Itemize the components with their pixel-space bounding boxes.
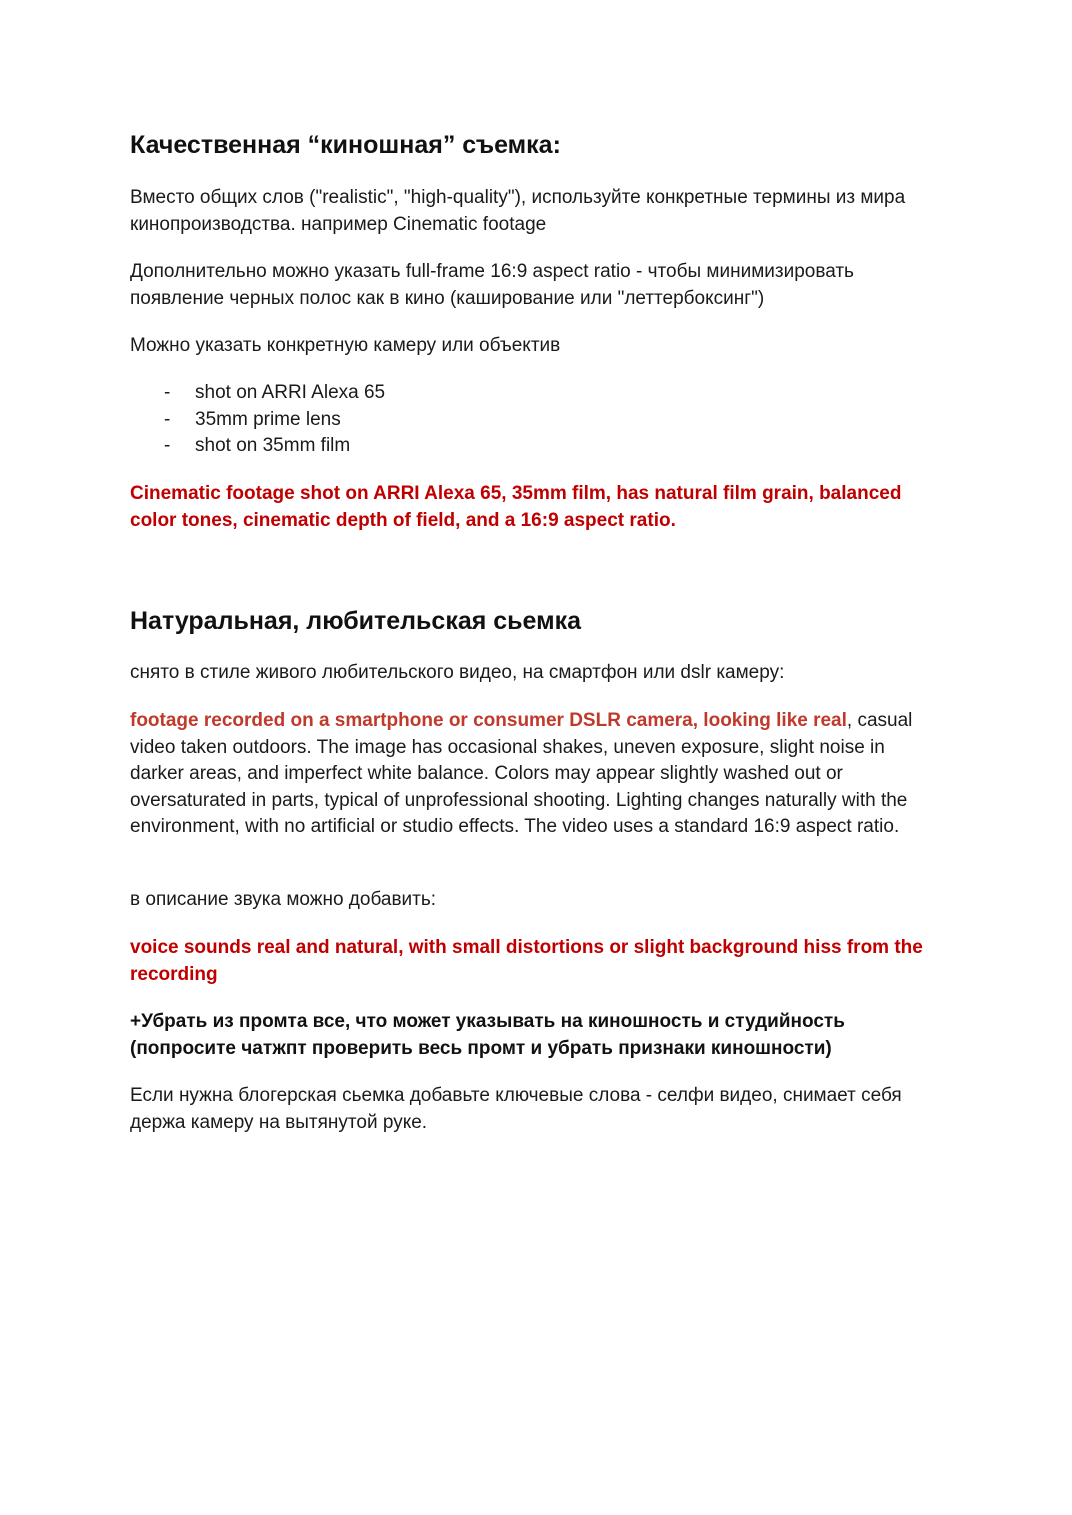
list-item-text: shot on ARRI Alexa 65 <box>195 382 386 403</box>
section2-paragraph-2: в описание звука можно добавить: <box>130 889 437 910</box>
section2-paragraph-1: снято в стиле живого любительского видео, на смартфон или dslr камеру: <box>130 662 785 683</box>
bold-note: +Убрать из промта все, что может указывать на киношность и студийность (попросите чатжпт проверить весь промт и убрать признаки киношности) <box>130 1011 845 1059</box>
list-item <box>130 380 942 407</box>
list-dash: - <box>164 435 171 456</box>
cinematic-prompt-example: Cinematic footage shot on ARRI Alexa 65, 35mm film, has natural film grain, balanced color tones, cinematic depth of field, and a 16:9 aspect ratio. <box>130 483 902 531</box>
section1-paragraph-1: Вместо общих слов ("realistic", "high-quality"), используйте конкретные термины из мира кинопроизводства. например Cinematic footage <box>130 187 906 235</box>
section1-heading: Качественная “киношная” съемка: <box>130 131 561 159</box>
amateur-prompt-rest: , casual video taken outdoors. The image has occasional shakes, uneven exposure, slight noise in darker areas, and imperfect white balance. Colors may appear slightly washed out or oversaturated in parts, typical of unprofessional shooting. Lighting changes naturally with the environment, with no artificial or studio effects. The video uses a standard 16:9 aspect ratio. <box>130 710 913 837</box>
section2-paragraph-3: Если нужна блогерская сьемка добавьте ключевые слова - селфи видео, снимает себя держа камеру на вытянутой руке. <box>130 1085 902 1133</box>
section1-paragraph-3: Можно указать конкретную камеру или объектив <box>130 335 561 356</box>
list-item-text: shot on 35mm film <box>195 435 351 456</box>
amateur-prompt-highlight: footage recorded on a smartphone or consumer DSLR camera, looking like real <box>130 710 847 731</box>
list-dash: - <box>164 408 171 430</box>
section1-paragraph-2: Дополнительно можно указать full-frame 16:9 aspect ratio - чтобы минимизировать появление черных полос как в кино (каширование или "леттербоксинг") <box>130 261 854 309</box>
sound-prompt-example: voice sounds real and natural, with small distortions or slight background hiss from the recording <box>130 937 923 985</box>
section2-heading: Натуральная, любительская сьемка <box>130 607 582 635</box>
list-item <box>130 433 942 460</box>
list-item <box>130 407 942 434</box>
camera-list <box>130 380 942 460</box>
amateur-prompt-example <box>130 708 942 841</box>
list-item-text: 35mm prime lens <box>195 408 341 430</box>
list-dash: - <box>164 382 171 403</box>
